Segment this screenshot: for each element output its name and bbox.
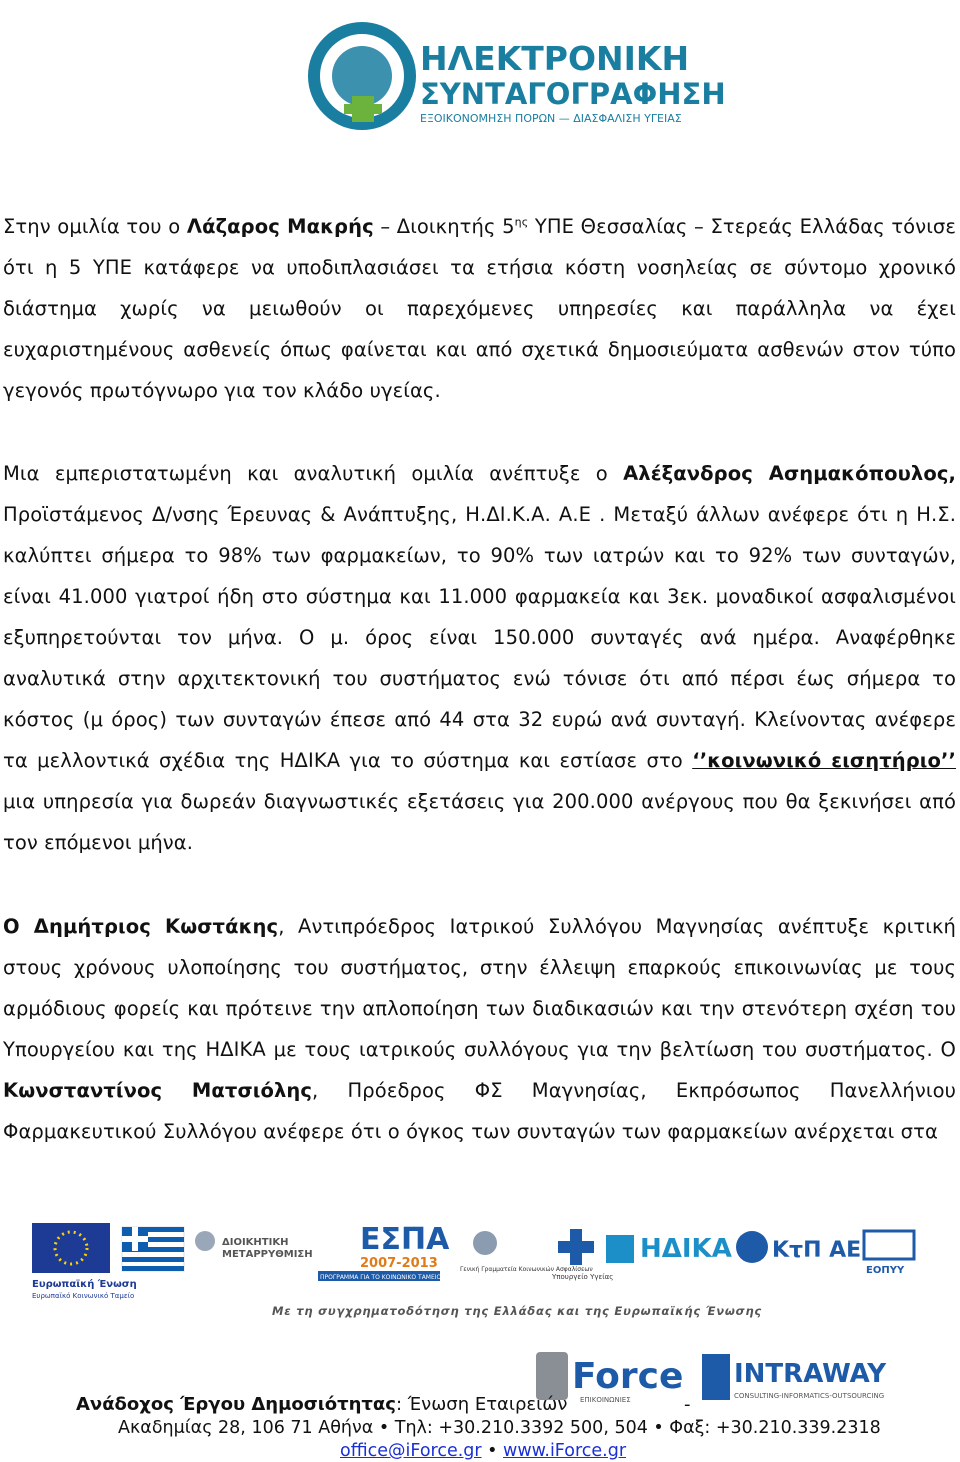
eu-sub-label: Ευρωπαϊκό Κοινωνικό Ταμείο [32, 1292, 135, 1300]
espa-years: 2007-2013 [360, 1256, 438, 1271]
text: Μια εμπεριστατωμένη και αναλυτική ομιλία ανέπτυξε ο [3, 462, 624, 485]
ministry-text: Υπουργείο Υγείας [552, 1273, 614, 1281]
dash: - [684, 1394, 691, 1415]
speaker-name: Κωνσταντίνος Ματσιόλης [3, 1079, 313, 1102]
text: Στην ομιλία του ο [3, 215, 187, 238]
intraway-sub: CONSULTING-INFORMATICS-OUTSOURCING [734, 1392, 885, 1400]
greek-flag-icon [122, 1227, 184, 1271]
eu-label: Ευρωπαϊκή Ένωση [32, 1279, 137, 1290]
logo-title-2: ΣΥΝΤΑΓΟΓΡΑΦΗΣΗ [420, 77, 726, 111]
eopyy-logo [864, 1231, 914, 1276]
espa-sub: ΠΡΟΓΡΑΜΜΑ ΓΙΑ ΤΟ ΚΟΙΝΩΝΙΚΟ ΤΑΜΕΙΟ [320, 1274, 442, 1281]
gen-sec-text: Γενική Γραμματεία Κοινωνικών Ασφαλίσεων [460, 1266, 593, 1273]
email-link[interactable]: office@iForce.gr [340, 1441, 482, 1461]
admin-reform-text-1: ΔΙΟΙΚΗΤΙΚΗ [222, 1237, 289, 1248]
ordinal-suffix: ης [514, 215, 529, 229]
text: μια υπηρεσία για δωρεάν διαγνωστικές εξετάσεις για 200.000 ανέργους που θα ξεκινήσει από τον επόμενοι μήνα. [3, 790, 956, 854]
paragraph-1 [3, 206, 956, 411]
website-link[interactable]: www.iForce.gr [503, 1441, 627, 1461]
intraway-text: INTRAWAY [734, 1359, 887, 1389]
espa-logo [316, 1219, 450, 1285]
eopyy-text: ΕΟΠΥΥ [866, 1265, 905, 1276]
paragraph-2 [3, 453, 956, 863]
idika-text: ΗΔΙΚΑ [640, 1234, 732, 1264]
speaker-name: Λάζαρος Μακρής [186, 215, 374, 238]
contractor-label: Ανάδοχος Έργου Δημοσιότητας [76, 1394, 396, 1415]
iforce-text: Force [572, 1356, 684, 1397]
text: , Πρόεδρος ΦΣ Μαγνησίας, Εκπρόσωπος Πανελλήνιου Φαρμακευτικού Συλλόγου ανέφερε ότι ο όγκος των συνταγών των φαρμακείων ανέρχεται στα [3, 1079, 956, 1143]
speaker-name: Ο Δημήτριος Κωστάκης [3, 915, 279, 938]
address-line: Ακαδημίας 28, 106 71 Αθήνα • Τηλ: +30.210.3392 500, 504 • Φαξ: +30.210.339.2318 [118, 1418, 881, 1438]
footer [0, 1390, 960, 1462]
text: Προϊστάμενος Δ/νσης Έρευνας & Ανάπτυξης, Η.ΔΙ.Κ.Α. Α.Ε . Μεταξύ άλλων ανέφερε ότι η Η.Σ. καλύπτει σήμερα το 98% των φαρμακείων, το 90% των ιατρών και το 92% των συνταγών, είναι 41.000 γιατροί ήδη στο σύστημα και 11.000 φαρμακεία και 3εκ. μοναδικοί ασφαλισμένοι εξυπηρετούνται τον μήνα. Ο μ. όρος είναι 150.000 συνταγές ανά ημέρα. Αναφέρθηκε αναλυτικά στην αρχιτεκτονική του συστήματος ενώ τόνισε ότι από πέρσι έως σήμερα το κόστος (μ όρος) των συνταγών έπεσε από 44 στα 32 ευρώ ανά συνταγή. Κλείνοντας ανέφερε τα μελλοντικά σχέδια της ΗΔΙΚΑ για το σύστημα και εστίασε στο [3, 503, 956, 772]
social-ticket-term: ‘’κοινωνικό εισητήριο’’ [692, 749, 956, 772]
admin-reform-logo [195, 1231, 313, 1260]
sponsor-logos [0, 1205, 960, 1305]
contractor-value: : Ένωση Εταιρειών [395, 1394, 568, 1415]
text: ΥΠΕ Θεσσαλίας – Στερεάς Ελλάδας τόνισε ότι η 5 ΥΠΕ κατάφερε να υποδιπλασιάσει τα ετήσια κόστη νοσηλείας σε σύντομο χρονικό διάστημα χωρίς να μειωθούν οι παρεχόμενες υπηρεσίες και παράλληλα να έχει ευχαριστημένους ασθενείς όπως φαίνεται και από σχετικά δημοσιεύματα ασθενών στον τύπο γεγονός πρωτόγνωρο για τον κλάδο υγείας. [3, 215, 956, 402]
contact-line [340, 1441, 626, 1461]
logo-tagline: ΕΞΟΙΚΟΝΟΜΗΣΗ ΠΟΡΩΝ — ΔΙΑΣΦΑΛΙΣΗ ΥΓΕΙΑΣ [420, 112, 682, 125]
text: – Διοικητής 5 [373, 215, 515, 238]
ktp-text: ΚτΠ ΑΕ [772, 1238, 862, 1263]
logo-title-1: ΗΛΕΚΤΡΟΝΙΚΗ [420, 39, 690, 78]
e-prescription-logo [300, 18, 726, 138]
espa-title: ΕΣΠΑ [360, 1222, 450, 1257]
co-funding-note: Με τη συγχρηματοδότηση της Ελλάδας και της Ευρωπαϊκής Ένωσης [272, 1304, 763, 1318]
idika-logo [606, 1234, 732, 1264]
eu-flag-icon [32, 1223, 137, 1300]
paragraph-3 [3, 906, 956, 1152]
text: , Αντιπρόεδρος Ιατρικού Συλλόγου Μαγνησίας ανέπτυξε κριτική στους χρόνους υλοποίησης του συστήματος, στην έλλειψη επαρκούς επικοινωνίας με τους αρμόδιους φορείς και πρότεινε την απλοποίηση των διαδικασιών και την στενότερη σχέση του Υπουργείου και της ΗΔΙΚΑ με τους ιατρικούς συλλόγους για την βελτίωση του συστήματος. Ο [3, 915, 957, 1061]
speaker-name: Αλέξανδρος Ασημακόπουλος, [623, 462, 956, 485]
iforce-sub: ΕΠΙΚΟΙΝΩΝΙΕΣ [580, 1396, 631, 1404]
ministry-of-health-logo [551, 1229, 613, 1281]
ktp-logo [736, 1231, 861, 1263]
separator: • [481, 1441, 504, 1461]
admin-reform-text-2: ΜΕΤΑΡΡΥΘΜΙΣΗ [222, 1249, 313, 1260]
